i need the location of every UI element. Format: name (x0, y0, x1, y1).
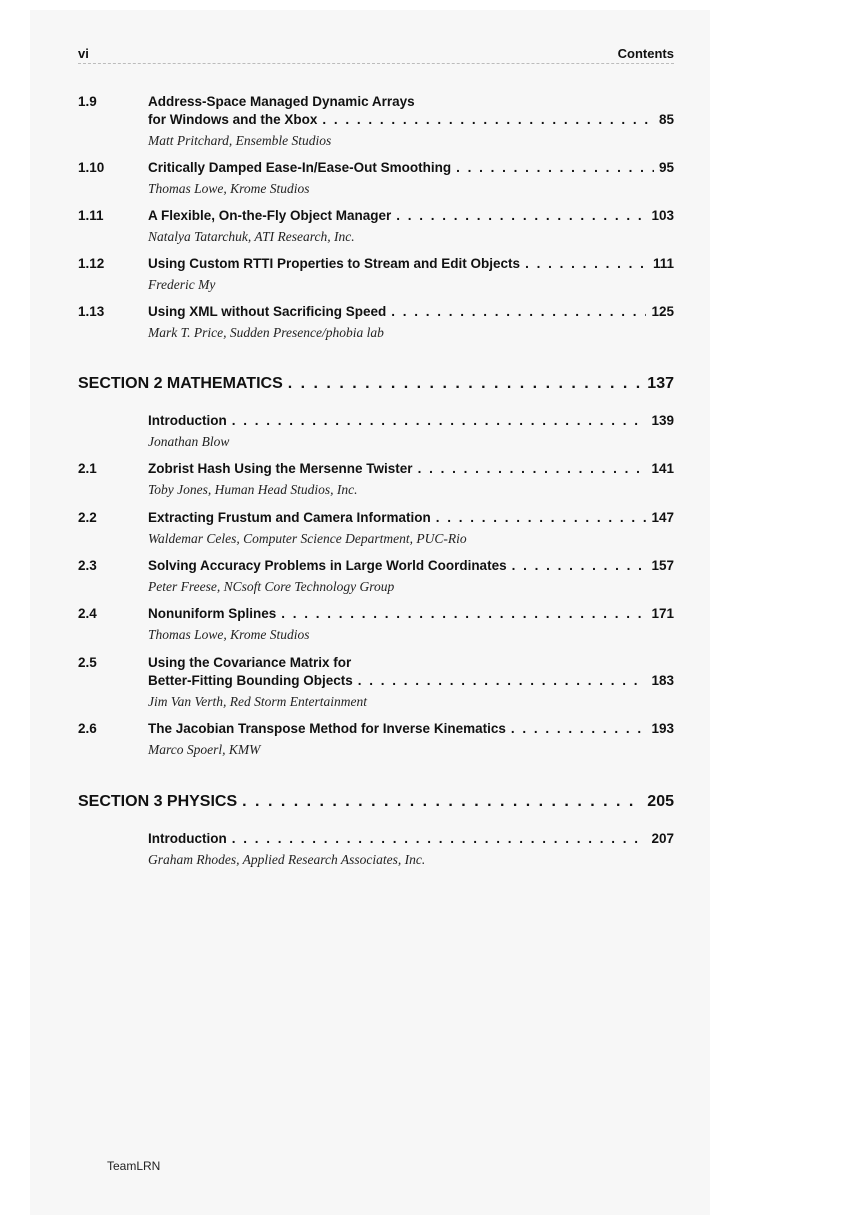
footer-watermark: TeamLRN (107, 1159, 161, 1173)
entry-number: 1.13 (78, 304, 105, 319)
leader-dots (511, 721, 647, 736)
entry-title: Using Custom RTTI Properties to Stream and Edit Objects (148, 256, 521, 271)
leader-dots (418, 461, 647, 476)
leader-dots (288, 375, 643, 393)
entry-title-line (148, 606, 674, 624)
entry-title-line1: Address-Space Managed Dynamic Arrays (148, 94, 415, 109)
entry-title: Critically Damped Ease-In/Ease-Out Smoothing (148, 160, 452, 175)
entry-title-line (148, 304, 674, 322)
entry-author: Jim Van Verth, Red Storm Entertainment (148, 694, 367, 709)
section-title: SECTION 2 MATHEMATICS (78, 375, 283, 392)
entry-number: 2.2 (78, 510, 97, 525)
entry-page: 103 (651, 208, 674, 223)
entry-page: 125 (651, 304, 674, 319)
leader-dots (436, 510, 647, 525)
leader-dots (322, 112, 654, 127)
entry-author: Graham Rhodes, Applied Research Associates, Inc. (148, 852, 426, 867)
entry-title-line (148, 558, 674, 576)
entry-number: 2.3 (78, 558, 97, 573)
entry-number: 1.12 (78, 256, 105, 271)
entry-title-line (148, 112, 674, 130)
entry-number: 2.6 (78, 721, 97, 736)
entry-number: 2.5 (78, 655, 97, 670)
entry-title: Solving Accuracy Problems in Large World Coordinates (148, 558, 507, 573)
entry-page: 85 (658, 112, 674, 127)
entry-author: Thomas Lowe, Krome Studios (148, 627, 310, 642)
leader-dots (512, 558, 647, 573)
entry-page: 207 (651, 831, 674, 846)
entry-number: 2.4 (78, 606, 97, 621)
entry-title-line (148, 461, 674, 479)
entry-page: 183 (651, 673, 674, 688)
entry-author: Frederic My (148, 277, 216, 292)
entry-title-line (148, 256, 674, 274)
entry-number: 1.9 (78, 94, 97, 109)
entry-title-line (148, 208, 674, 226)
section-page: 137 (647, 375, 674, 392)
entry-title: Better-Fitting Bounding Objects (148, 673, 353, 688)
entry-author: Jonathan Blow (148, 434, 230, 449)
entry-title: for Windows and the Xbox (148, 112, 318, 127)
section-heading[interactable] (78, 375, 674, 397)
entry-title: A Flexible, On-the-Fly Object Manager (148, 208, 392, 223)
leader-dots (396, 208, 646, 223)
entry-title: Zobrist Hash Using the Mersenne Twister (148, 461, 413, 476)
entry-title-line (148, 160, 674, 178)
entry-author: Peter Freese, NCsoft Core Technology Group (148, 579, 395, 594)
leader-dots (391, 304, 646, 319)
leader-dots (456, 160, 654, 175)
entry-number: 1.11 (78, 208, 104, 223)
running-title: Contents (617, 46, 674, 61)
page-number: vi (78, 46, 89, 61)
leader-dots (281, 606, 646, 621)
entry-author: Marco Spoerl, KMW (148, 742, 261, 757)
entry-title-line (148, 413, 674, 431)
leader-dots (525, 256, 648, 271)
entry-title-line (148, 721, 674, 739)
leader-dots (242, 793, 642, 811)
entry-title: Nonuniform Splines (148, 606, 277, 621)
leader-dots (232, 413, 647, 428)
entry-title-line (148, 673, 674, 691)
header-rule (78, 63, 674, 64)
entry-title-line (148, 831, 674, 849)
entry-page: 157 (651, 558, 674, 573)
entry-title: Using XML without Sacrificing Speed (148, 304, 387, 319)
section-heading[interactable] (78, 793, 674, 815)
entry-title: Introduction (148, 831, 227, 846)
entry-page: 193 (651, 721, 674, 736)
entry-author: Waldemar Celes, Computer Science Department, PUC-Rio (148, 531, 467, 546)
entry-page: 141 (651, 461, 674, 476)
entry-author: Toby Jones, Human Head Studios, Inc. (148, 482, 358, 497)
entry-page: 147 (651, 510, 674, 525)
entry-page: 139 (651, 413, 674, 428)
entry-author: Natalya Tatarchuk, ATI Research, Inc. (148, 229, 355, 244)
entry-author: Matt Pritchard, Ensemble Studios (148, 133, 332, 148)
section-page: 205 (647, 793, 674, 810)
entry-title: The Jacobian Transpose Method for Inverse Kinematics (148, 721, 506, 736)
entry-title-line1: Using the Covariance Matrix for (148, 655, 352, 670)
entry-page: 95 (658, 160, 674, 175)
entry-page: 171 (651, 606, 674, 621)
entry-title: Introduction (148, 413, 227, 428)
leader-dots (232, 831, 647, 846)
leader-dots (358, 673, 647, 688)
entry-number: 1.10 (78, 160, 105, 175)
entry-author: Mark T. Price, Sudden Presence/phobia lab (148, 325, 384, 340)
section-title: SECTION 3 PHYSICS (78, 793, 238, 810)
entry-author: Thomas Lowe, Krome Studios (148, 181, 310, 196)
entry-page: 111 (652, 256, 674, 271)
entry-title-line (148, 510, 674, 528)
entry-number: 2.1 (78, 461, 97, 476)
entry-title: Extracting Frustum and Camera Information (148, 510, 431, 525)
